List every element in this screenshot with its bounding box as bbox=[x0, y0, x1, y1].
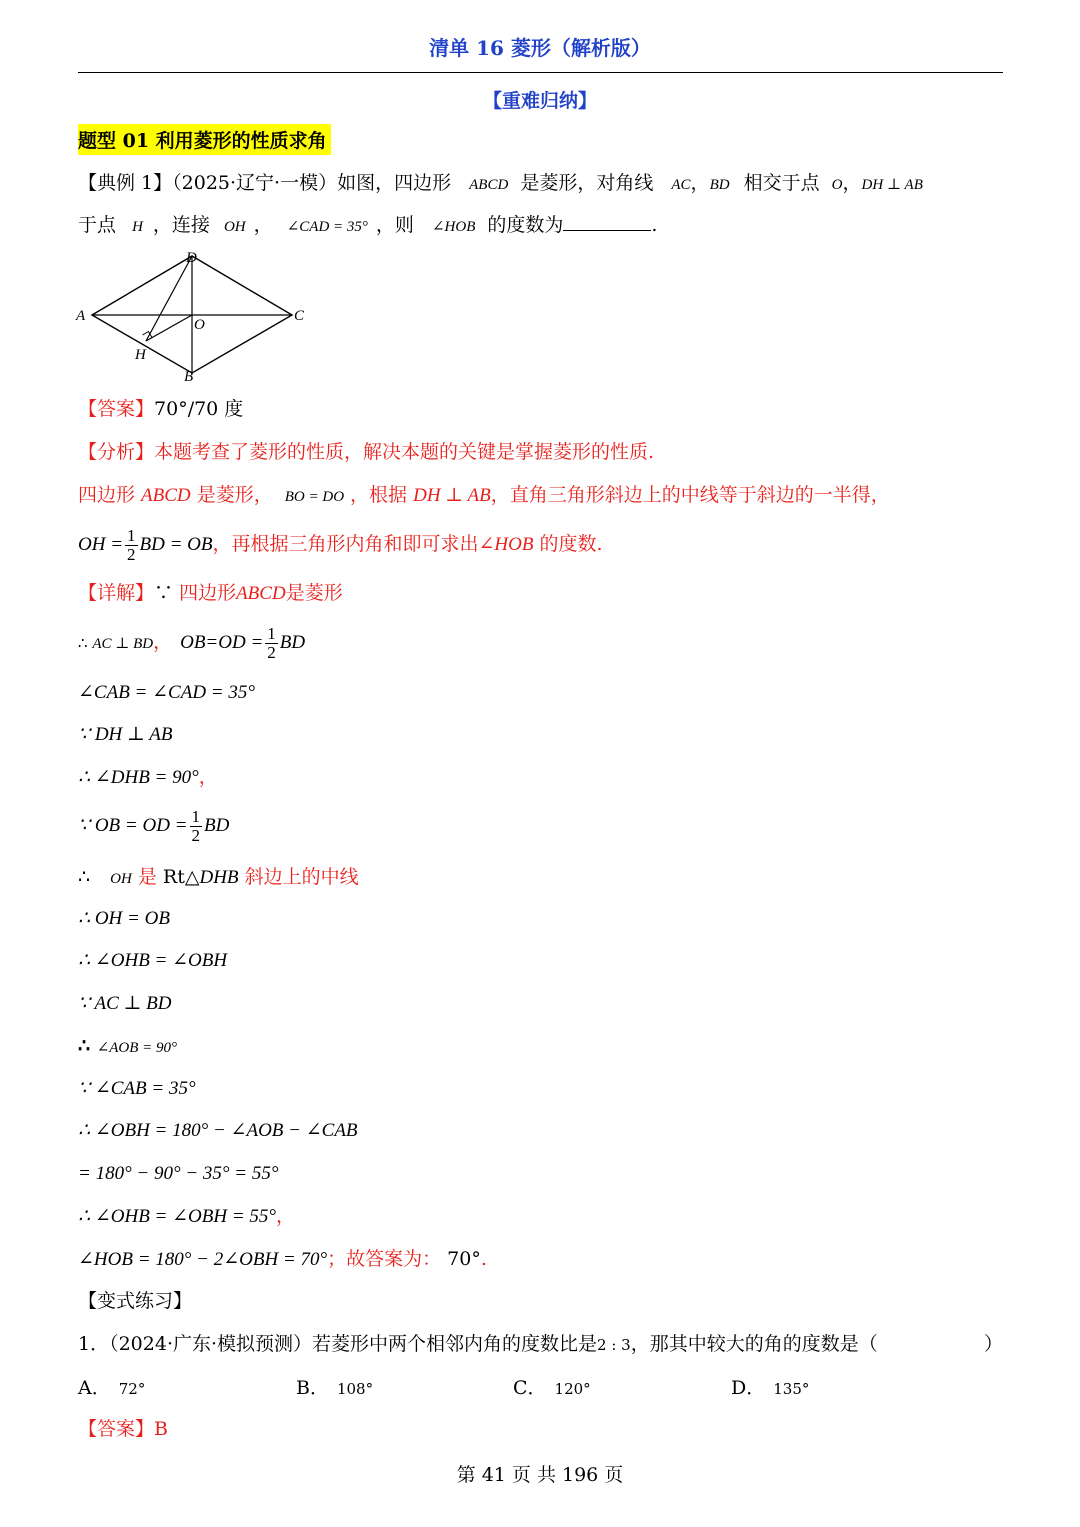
detail-line-10: ∵ AC ⊥ BD bbox=[78, 993, 172, 1014]
analysis-tag: 【分析】 bbox=[78, 441, 155, 463]
label-d: D bbox=[186, 250, 197, 266]
math-angle-hob: ∠HOB bbox=[431, 219, 476, 235]
detail-text: ；故答案为： bbox=[327, 1248, 442, 1270]
detail-line-9: ∴ ∠OHB = ∠OBH bbox=[78, 950, 228, 971]
math-angle-hob: ∠HOB bbox=[478, 534, 534, 555]
detail-line-7 bbox=[78, 864, 359, 892]
question-text: 若菱形中两个相邻内角的度数比是 bbox=[312, 1333, 598, 1355]
question-text: 的度数为 bbox=[487, 214, 564, 236]
detail-text: ， bbox=[198, 766, 218, 788]
therefore-symbol: ∴ bbox=[78, 634, 93, 652]
detail-line-16 bbox=[78, 1246, 487, 1273]
option-letter: D． bbox=[731, 1377, 766, 1399]
detail-line-15 bbox=[78, 1203, 295, 1230]
fraction-denominator: 2 bbox=[267, 642, 276, 662]
math-h: H bbox=[132, 219, 143, 235]
page-title: 清单 16 菱形（解析版） bbox=[429, 36, 651, 60]
section-heading: 【重难归纳】 bbox=[482, 90, 597, 112]
final-answer-value: 70° bbox=[441, 1248, 481, 1270]
math-angle-ohb: ∴ ∠OHB = ∠OBH = 55° bbox=[78, 1206, 277, 1227]
math-rt-triangle: Rt△ bbox=[162, 866, 200, 888]
option-d[interactable] bbox=[731, 1373, 809, 1400]
question-paren-close: ） bbox=[983, 1333, 1003, 1355]
detail-text: ， bbox=[276, 1205, 296, 1227]
fraction-denominator: 2 bbox=[191, 825, 201, 845]
question-text: ， bbox=[690, 172, 710, 194]
therefore-symbol: ∴ bbox=[78, 1035, 97, 1057]
analysis-line-1 bbox=[78, 439, 654, 465]
detail-line-14: = 180° − 90° − 35° = 55° bbox=[78, 1163, 279, 1184]
analysis-text: ，根据 bbox=[350, 484, 414, 506]
question-number: 1． bbox=[78, 1333, 110, 1355]
question-text: 相交于点 bbox=[743, 172, 820, 194]
question-text: ， bbox=[253, 214, 273, 236]
option-a[interactable] bbox=[78, 1373, 145, 1400]
fraction-numerator: 1 bbox=[267, 623, 276, 643]
analysis-line-3 bbox=[78, 522, 603, 567]
detail-text: ， bbox=[153, 631, 173, 653]
fraction-numerator: 1 bbox=[191, 806, 201, 826]
math-oh: OH = bbox=[78, 534, 124, 555]
question-text: ，则 bbox=[375, 214, 414, 236]
answer-tag: 【答案】 bbox=[78, 1418, 155, 1440]
math-angle-dhb: ∴ ∠DHB = 90° bbox=[78, 767, 199, 788]
question-text: 如图，四边形 bbox=[337, 172, 452, 194]
analysis-text: 本题考查了菱形的性质，解决本题的关键是掌握菱形的性质. bbox=[154, 441, 655, 463]
practice-tag: 【变式练习】 bbox=[78, 1290, 193, 1312]
math-ratio: 2 : 3 bbox=[597, 1336, 631, 1354]
math-angle-hob: ∠HOB = 180° − 2∠OBH = 70° bbox=[78, 1249, 328, 1270]
label-a: A bbox=[76, 308, 86, 324]
detail-text: 斜边上的中线 bbox=[238, 866, 359, 888]
option-letter: B． bbox=[296, 1377, 329, 1399]
fraction-one-half bbox=[125, 527, 138, 564]
fraction-one-half bbox=[190, 808, 203, 845]
detail-line-8: ∴ OH = OB bbox=[78, 908, 170, 929]
example-source: （2025·辽宁·一模） bbox=[172, 172, 338, 194]
answer-value: B bbox=[154, 1418, 168, 1440]
detail-line-12: ∵ ∠CAB = 35° bbox=[78, 1078, 196, 1099]
detail-line-13: ∴ ∠OBH = 180° − ∠AOB − ∠CAB bbox=[78, 1120, 358, 1141]
rhombus-diagram bbox=[72, 245, 312, 385]
math-abcd: ABCD bbox=[469, 177, 509, 193]
detail-line-3: ∠CAB = ∠CAD = 35° bbox=[78, 682, 255, 703]
math-ob-od: ∵ OB = OD = bbox=[78, 815, 188, 836]
detail-tag: 【详解】 bbox=[78, 582, 155, 604]
math-dh-perp-ab: DH ⊥ AB bbox=[413, 485, 491, 506]
page-footer: 第 41 页 共 196 页 bbox=[456, 1464, 624, 1486]
question-text: ，那其中较大的角的度数是（ bbox=[630, 1333, 878, 1355]
math-angle-cad: ∠CAD = 35° bbox=[286, 219, 368, 235]
option-value: 135° bbox=[773, 1380, 810, 1398]
option-value: 72° bbox=[118, 1380, 146, 1398]
option-b[interactable] bbox=[296, 1373, 373, 1400]
label-o: O bbox=[194, 317, 205, 333]
detail-text: . bbox=[480, 1248, 487, 1270]
question-text: 是菱形，对角线 bbox=[520, 172, 654, 194]
question-text: ， bbox=[842, 172, 862, 194]
math-oh: OH bbox=[110, 871, 132, 887]
math-ac-perp-bd: AC ⊥ BD bbox=[92, 636, 154, 652]
label-b: B bbox=[184, 369, 194, 385]
question-text: ，连接 bbox=[152, 214, 210, 236]
math-bd: BD bbox=[279, 632, 306, 653]
detail-line-2 bbox=[78, 620, 305, 666]
math-bd: BD bbox=[204, 815, 230, 836]
question-source: （2024·广东·模拟预测） bbox=[109, 1333, 313, 1355]
math-oh: OH bbox=[223, 219, 246, 235]
math-dh-perp-ab: DH ⊥ AB bbox=[861, 177, 923, 193]
analysis-text: ，再根据三角形内角和即可求出 bbox=[212, 533, 479, 555]
analysis-text: 的度数. bbox=[533, 533, 603, 555]
detail-line-5 bbox=[78, 764, 218, 791]
option-value: 120° bbox=[554, 1380, 591, 1398]
math-abcd: ABCD bbox=[141, 485, 191, 506]
analysis-text: 四边形 bbox=[78, 484, 142, 506]
math-o: O bbox=[831, 177, 843, 193]
answer-line bbox=[78, 396, 243, 422]
therefore-symbol: ∴ bbox=[78, 866, 97, 888]
option-letter: A． bbox=[78, 1377, 111, 1399]
math-abcd: ABCD bbox=[236, 583, 286, 604]
question-text: . bbox=[651, 214, 658, 236]
detail-line-1 bbox=[78, 580, 343, 607]
practice-question bbox=[78, 1331, 1003, 1358]
math-bd-ob: BD = OB bbox=[139, 534, 213, 555]
math-ob-od: OB=OD = bbox=[180, 632, 264, 653]
option-value: 108° bbox=[336, 1380, 374, 1398]
fraction-one-half bbox=[265, 625, 278, 662]
answer-blank bbox=[563, 212, 651, 231]
option-c[interactable] bbox=[513, 1373, 591, 1400]
analysis-line-2 bbox=[78, 482, 890, 510]
detail-line-6 bbox=[78, 803, 229, 848]
header-rule bbox=[78, 72, 1003, 73]
math-bd: BD bbox=[709, 177, 730, 193]
question-text: 于点 bbox=[78, 214, 117, 236]
detail-text: 四边形 bbox=[179, 582, 237, 604]
answer-value: 70°/70 度 bbox=[154, 398, 244, 420]
practice-answer-line bbox=[78, 1416, 168, 1442]
math-dhb: DHB bbox=[199, 867, 239, 888]
example-question-line-2 bbox=[78, 212, 657, 240]
analysis-text: ，直角三角形斜边上的中线等于斜边的一半得， bbox=[490, 484, 890, 506]
answer-tag: 【答案】 bbox=[78, 398, 155, 420]
math-bo-do: BO = DO bbox=[284, 489, 345, 505]
example-tag: 【典例 1】 bbox=[78, 172, 173, 194]
because-symbol: ∵ bbox=[154, 582, 180, 604]
label-c: C bbox=[294, 308, 305, 324]
fraction-denominator: 2 bbox=[127, 544, 136, 564]
math-angle-aob: ∠AOB = 90° bbox=[96, 1040, 178, 1056]
detail-text: 是 bbox=[131, 866, 163, 888]
question-type-heading: 题型 01 利用菱形的性质求角 bbox=[78, 124, 331, 155]
math-ac: AC bbox=[671, 177, 691, 193]
detail-line-4: ∵ DH ⊥ AB bbox=[78, 724, 173, 745]
analysis-text: 是菱形， bbox=[190, 484, 273, 506]
detail-text: 是菱形 bbox=[285, 582, 343, 604]
fraction-numerator: 1 bbox=[127, 525, 136, 545]
example-question-line-1 bbox=[78, 170, 923, 198]
detail-line-11 bbox=[78, 1033, 177, 1061]
option-letter: C． bbox=[513, 1377, 547, 1399]
label-h: H bbox=[135, 347, 146, 363]
